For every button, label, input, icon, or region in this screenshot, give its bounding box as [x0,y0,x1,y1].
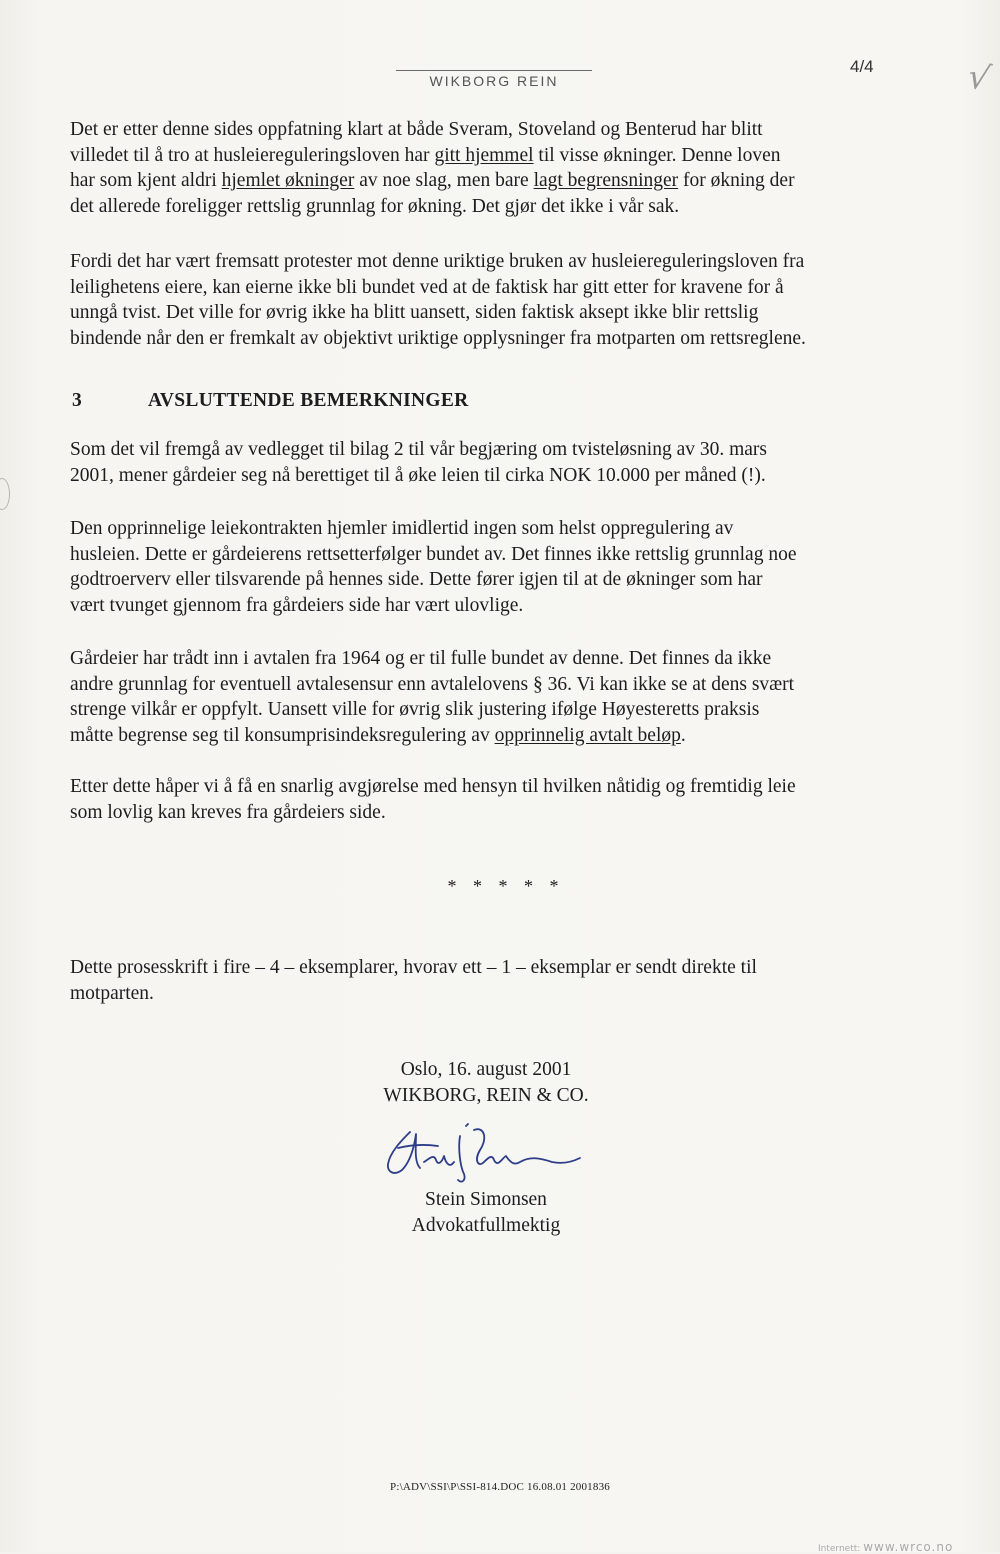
letterhead-firm: WIKBORG REIN [429,73,559,89]
document-file-reference: P:\ADV\SSI\P\SSI-814.DOC 16.08.01 2001836 [390,1481,610,1493]
watermark-label: Internett: [818,1544,861,1554]
paragraph-4 [70,516,920,618]
underlined-phrase: lagt begrensninger [533,170,679,191]
paragraph-line: det allerede foreligger rettslig grunnlag for økning. Det gjør det ikke i vår sak. [70,195,680,217]
punch-hole-mark [0,478,10,510]
paragraph-1 [70,117,920,219]
paragraph-line: husleien. Dette er gårdeierens rettsetterfølger bundet av. Det finnes ikke rettslig grunnlag noe [70,543,797,565]
paragraph-7 [70,955,920,1006]
paragraph-line: villedet til å tro at husleiereguleringsloven har gitt hjemmel til visse økninger. Denne loven [70,144,781,166]
paragraph-line: har som kjent aldri hjemlet økninger av noe slag, men bare lagt begrensninger for økning der [70,170,795,191]
signer-title: Advokatfullmektig [411,1215,561,1236]
handwritten-signature [380,1118,590,1188]
paragraph-line: godtroerverv eller tilsvarende på hennes side. Dette fører igjen til at de økninger som har [70,569,763,590]
underlined-phrase: hjemlet økninger [221,170,355,191]
paragraph-2 [70,249,920,351]
paragraph-line: Etter dette håper vi å få en snarlig avgjørelse med hensyn til hvilken nåtidig og fremtidig leie [70,776,796,797]
paragraph-line: Fordi det har vært fremsatt protester mot denne uriktige bruken av husleiereguleringsloven fra [70,251,805,272]
paragraph-line: som lovlig kan kreves fra gårdeiers side. [70,801,386,823]
paragraph-line: Dette prosesskrift i fire – 4 – eksemplarer, hvorav ett – 1 – eksemplar er sendt direkte til [70,957,757,978]
paragraph-3 [70,437,920,488]
closing-place-date: Oslo, 16. august 2001 [400,1059,572,1080]
paragraph-5 [70,646,920,748]
paragraph-line: Gårdeier har trådt inn i avtalen fra 1964 og er til fulle bundet av denne. Det finnes da ikke [70,648,772,669]
paragraph-line: strenge vilkår er oppfylt. Uansett ville for øvrig slik justering ifølge Høyesteretts praksis [70,699,760,720]
paragraph-line: motparten. [70,982,154,1004]
paragraph-line: leilighetens eiere, kan eierne ikke bli bundet ved at de faktisk har gitt etter for kravene for å [70,276,784,298]
paragraph-line: Som det vil fremgå av vedlegget til bilag 2 til vår begjæring om tvisteløsning av 30. mars [70,439,768,460]
paragraph-line: måtte begrense seg til konsumprisindeksregulering av opprinnelig avtalt beløp. [70,724,686,746]
paragraph-line: Den opprinnelige leiekontrakten hjemler imidlertid ingen som helst oppregulering av [70,518,734,539]
section-number: 3 [72,390,82,411]
header-rule [396,70,592,71]
paragraph-line: andre grunnlag for eventuell avtalesensur enn avtalelovens § 36. Vi kan ikke se at dens svært [70,673,795,695]
paragraph-line: 2001, mener gårdeier seg nå berettiget til å øke leien til cirka NOK 10.000 per måned (!). [70,464,766,486]
paragraph-6 [70,774,920,825]
page-number: 4/4 [850,57,874,76]
paragraph-line: Det er etter denne sides oppfatning klart at både Sveram, Stoveland og Benterud har blitt [70,119,763,140]
watermark-url: www.wrco.no [863,1540,954,1554]
paragraph-line: bindende når den er fremkalt av objektivt uriktige opplysninger fra motparten om rettsreglene. [70,327,806,349]
signer-name: Stein Simonsen [425,1189,547,1210]
section-separator: * * * * * [447,876,565,896]
section-title: AVSLUTTENDE BEMERKNINGER [148,390,469,411]
margin-check-mark: √ [964,56,994,100]
underlined-phrase: gitt hjemmel [434,144,534,166]
closing-firm: WIKBORG, REIN & CO. [383,1085,589,1106]
paragraph-line: unngå tvist. Det ville for øvrig ikke ha blitt uansett, siden faktisk aksept ikke blir rettslig [70,302,759,323]
paragraph-line: vært tvunget gjennom fra gårdeiers side har vært ulovlige. [70,594,524,616]
underlined-phrase: opprinnelig avtalt beløp [494,724,681,746]
